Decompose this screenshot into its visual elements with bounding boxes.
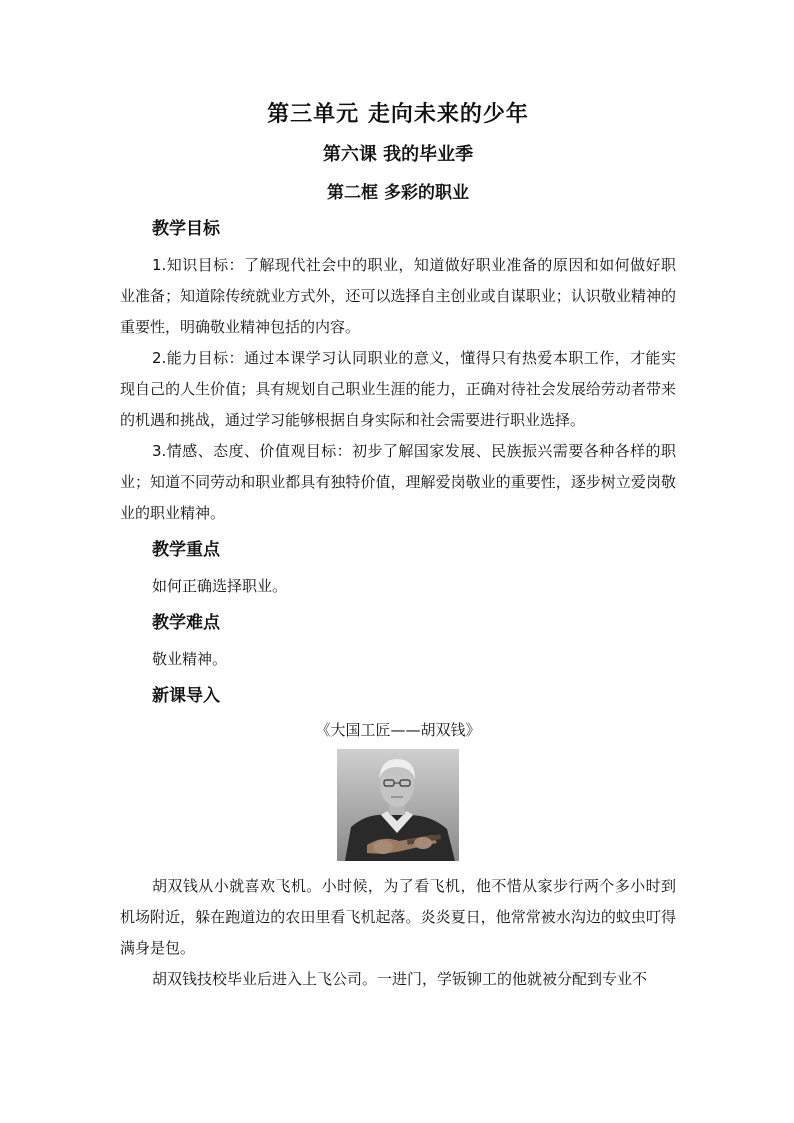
difficulty-heading: 教学难点 xyxy=(152,613,220,633)
photo-caption: 《大国工匠——胡双钱》 xyxy=(315,721,481,739)
frame-title: 第二框 多彩的职业 xyxy=(327,183,469,203)
objective-values: 3.情感、态度、价值观目标：初步了解国家发展、民族振兴需要各种各样的职业；知道不同劳动和职业都具有独特价值，理解爱岗敬业的重要性，逐步树立爱岗敬业的职业精神。 xyxy=(120,442,676,522)
intro-heading: 新课导入 xyxy=(152,686,220,706)
objectives-heading: 教学目标 xyxy=(152,219,220,239)
difficulty-text: 敬业精神。 xyxy=(152,650,228,668)
portrait-photo xyxy=(337,749,459,861)
key-point-heading: 教学重点 xyxy=(152,540,220,560)
lesson-title: 第六课 我的毕业季 xyxy=(322,144,474,165)
portrait-photo-icon xyxy=(337,749,459,861)
objective-knowledge: 1.知识目标：了解现代社会中的职业，知道做好职业准备的原因和如何做好职业准备；知道除传统就业方式外，还可以选择自主创业或自谋职业；认识敬业精神的重要性，明确敬业精神包括的内容。 xyxy=(120,256,676,336)
story-paragraph: 胡双钱从小就喜欢飞机。小时候，为了看飞机，他不惜从家步行两个多小时到机场附近，躲在跑道边的农田里看飞机起落。炎炎夏日，他常常被水沟边的蚊虫叮得满身是包。 xyxy=(120,877,676,957)
story-paragraph: 胡双钱技校毕业后进入上飞公司。一进门，学钣铆工的他就被分配到专业不 xyxy=(152,970,648,988)
objective-ability: 2.能力目标：通过本课学习认同职业的意义，懂得只有热爱本职工作，才能实现自己的人生价值；具有规划自己职业生涯的能力，正确对待社会发展给劳动者带来的机遇和挑战，通过学习能够根据自身实际和社会需要进行职业选择。 xyxy=(120,349,676,429)
document-content xyxy=(120,100,676,995)
unit-title: 第三单元 走向未来的少年 xyxy=(267,102,529,127)
key-point-text: 如何正确选择职业。 xyxy=(152,577,288,595)
